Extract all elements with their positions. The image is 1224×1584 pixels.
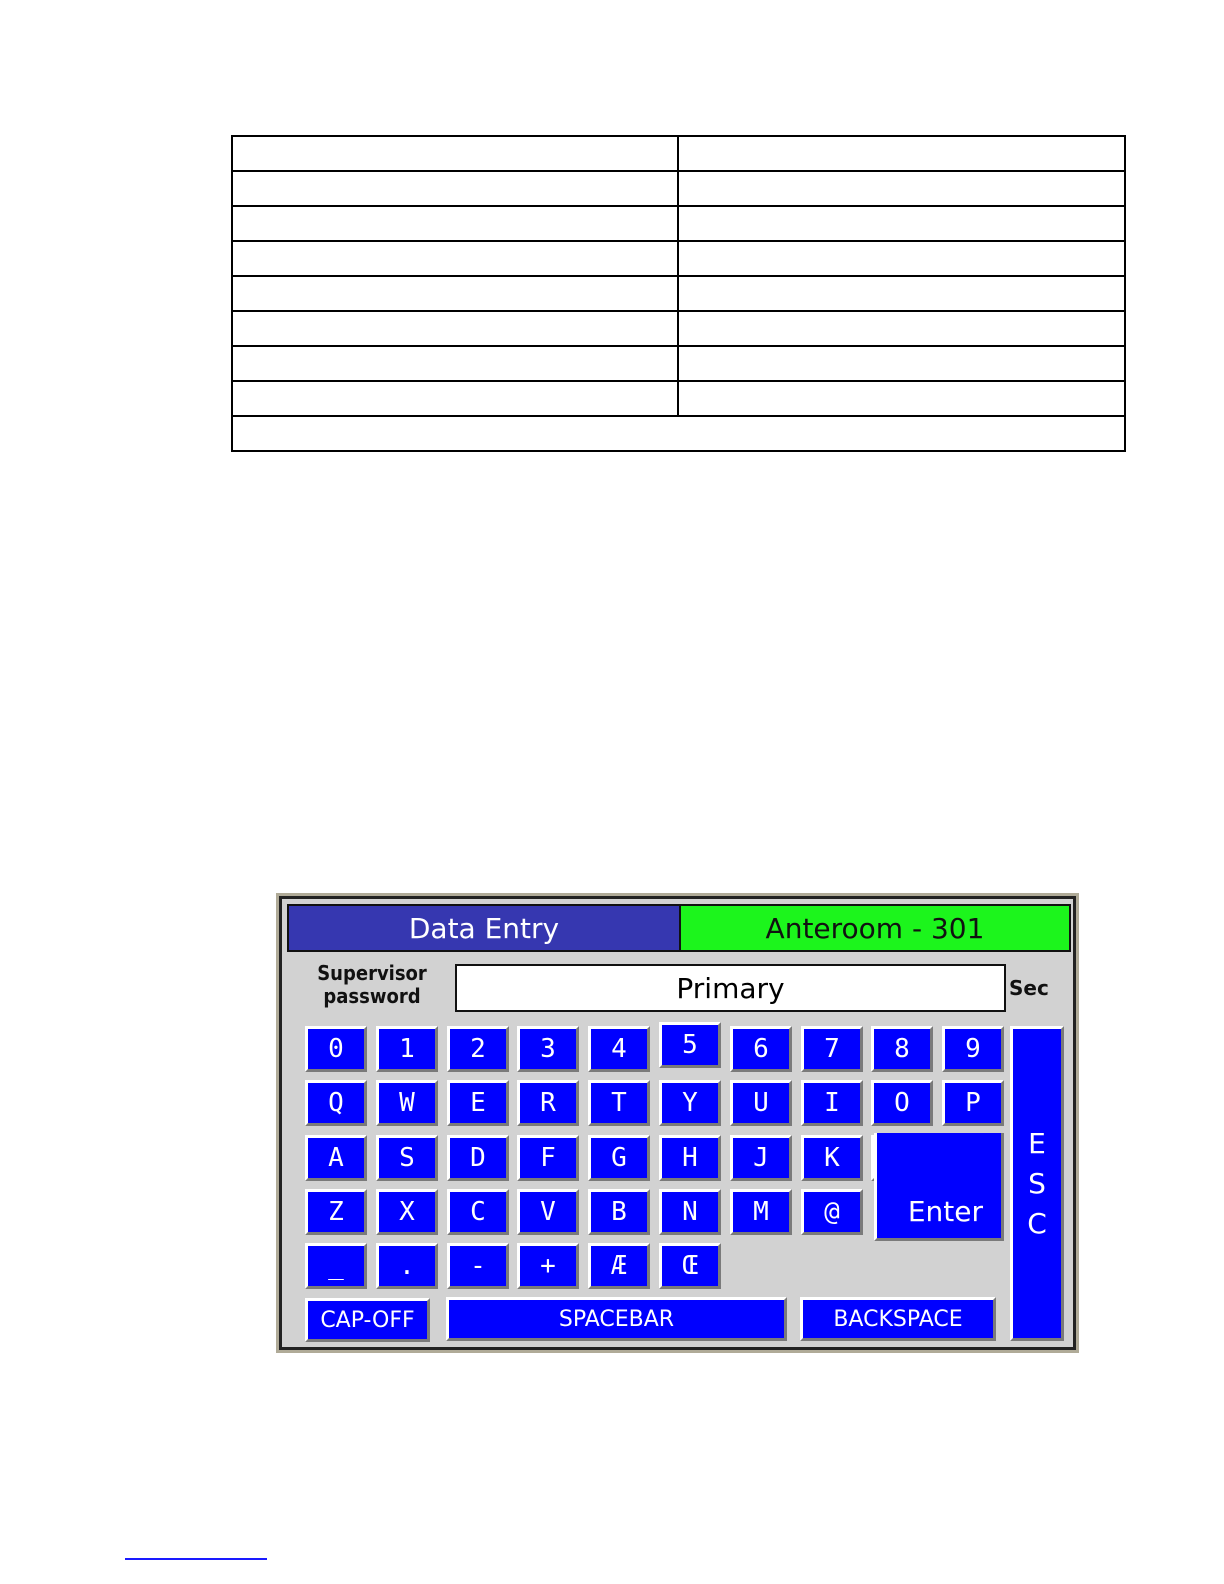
key-k[interactable]: K: [801, 1135, 863, 1181]
key-ae[interactable]: Æ: [588, 1243, 650, 1289]
key-r[interactable]: R: [517, 1080, 579, 1126]
caps-toggle-button[interactable]: CAP-OFF: [305, 1298, 430, 1342]
key-i[interactable]: I: [801, 1080, 863, 1126]
table-row: [232, 416, 1125, 451]
panel-title: Data Entry: [287, 904, 681, 952]
key-w[interactable]: W: [376, 1080, 438, 1126]
key-plus[interactable]: +: [517, 1243, 579, 1289]
location-banner: Anteroom - 301: [679, 904, 1071, 952]
data-entry-panel: [276, 893, 1079, 1353]
esc-button[interactable]: [1010, 1026, 1064, 1341]
key-o[interactable]: O: [871, 1080, 933, 1126]
key-f[interactable]: F: [517, 1135, 579, 1181]
key-t[interactable]: T: [588, 1080, 650, 1126]
key-d[interactable]: D: [447, 1135, 509, 1181]
key-n[interactable]: N: [659, 1189, 721, 1235]
key-9[interactable]: 9: [942, 1026, 1004, 1072]
secondary-label: Sec: [1009, 976, 1049, 1000]
key-4[interactable]: 4: [588, 1026, 650, 1072]
table-row: [232, 136, 1125, 171]
key-2[interactable]: 2: [447, 1026, 509, 1072]
footnote-rule: [125, 1558, 267, 1560]
key-a[interactable]: A: [305, 1135, 367, 1181]
key-at[interactable]: @: [801, 1189, 863, 1235]
table-row: [232, 171, 1125, 206]
key-p[interactable]: P: [942, 1080, 1004, 1126]
key-e[interactable]: E: [447, 1080, 509, 1126]
spacebar-button[interactable]: SPACEBAR: [446, 1297, 787, 1341]
key-m[interactable]: M: [730, 1189, 792, 1235]
table-row: [232, 346, 1125, 381]
key-c[interactable]: C: [447, 1189, 509, 1235]
esc-letter: C: [1027, 1206, 1047, 1240]
password-field[interactable]: Primary: [455, 964, 1006, 1012]
field-label: Supervisor password: [317, 961, 427, 1008]
enter-button[interactable]: Enter: [874, 1133, 1004, 1241]
key-x[interactable]: X: [376, 1189, 438, 1235]
key-minus[interactable]: -: [447, 1243, 509, 1289]
key-1[interactable]: 1: [376, 1026, 438, 1072]
key-s[interactable]: S: [376, 1135, 438, 1181]
table-row: [232, 311, 1125, 346]
document-table: [231, 135, 1126, 452]
key-g[interactable]: G: [588, 1135, 650, 1181]
key-0[interactable]: 0: [305, 1026, 367, 1072]
key-q[interactable]: Q: [305, 1080, 367, 1126]
esc-letter: S: [1028, 1166, 1046, 1200]
key-b[interactable]: B: [588, 1189, 650, 1235]
key-8[interactable]: 8: [871, 1026, 933, 1072]
key-u[interactable]: U: [730, 1080, 792, 1126]
esc-letter: E: [1028, 1126, 1046, 1160]
key-5[interactable]: 5: [659, 1022, 721, 1068]
key-z[interactable]: Z: [305, 1189, 367, 1235]
key-6[interactable]: 6: [730, 1026, 792, 1072]
key-period[interactable]: .: [376, 1243, 438, 1289]
key-3[interactable]: 3: [517, 1026, 579, 1072]
table-row: [232, 381, 1125, 416]
table-row: [232, 241, 1125, 276]
key-underscore[interactable]: _: [305, 1243, 367, 1289]
backspace-button[interactable]: BACKSPACE: [800, 1297, 996, 1341]
key-7[interactable]: 7: [801, 1026, 863, 1072]
key-h[interactable]: H: [659, 1135, 721, 1181]
table-row: [232, 276, 1125, 311]
key-oe[interactable]: Œ: [659, 1243, 721, 1289]
key-v[interactable]: V: [517, 1189, 579, 1235]
key-j[interactable]: J: [730, 1135, 792, 1181]
key-y[interactable]: Y: [659, 1080, 721, 1126]
table-row: [232, 206, 1125, 241]
